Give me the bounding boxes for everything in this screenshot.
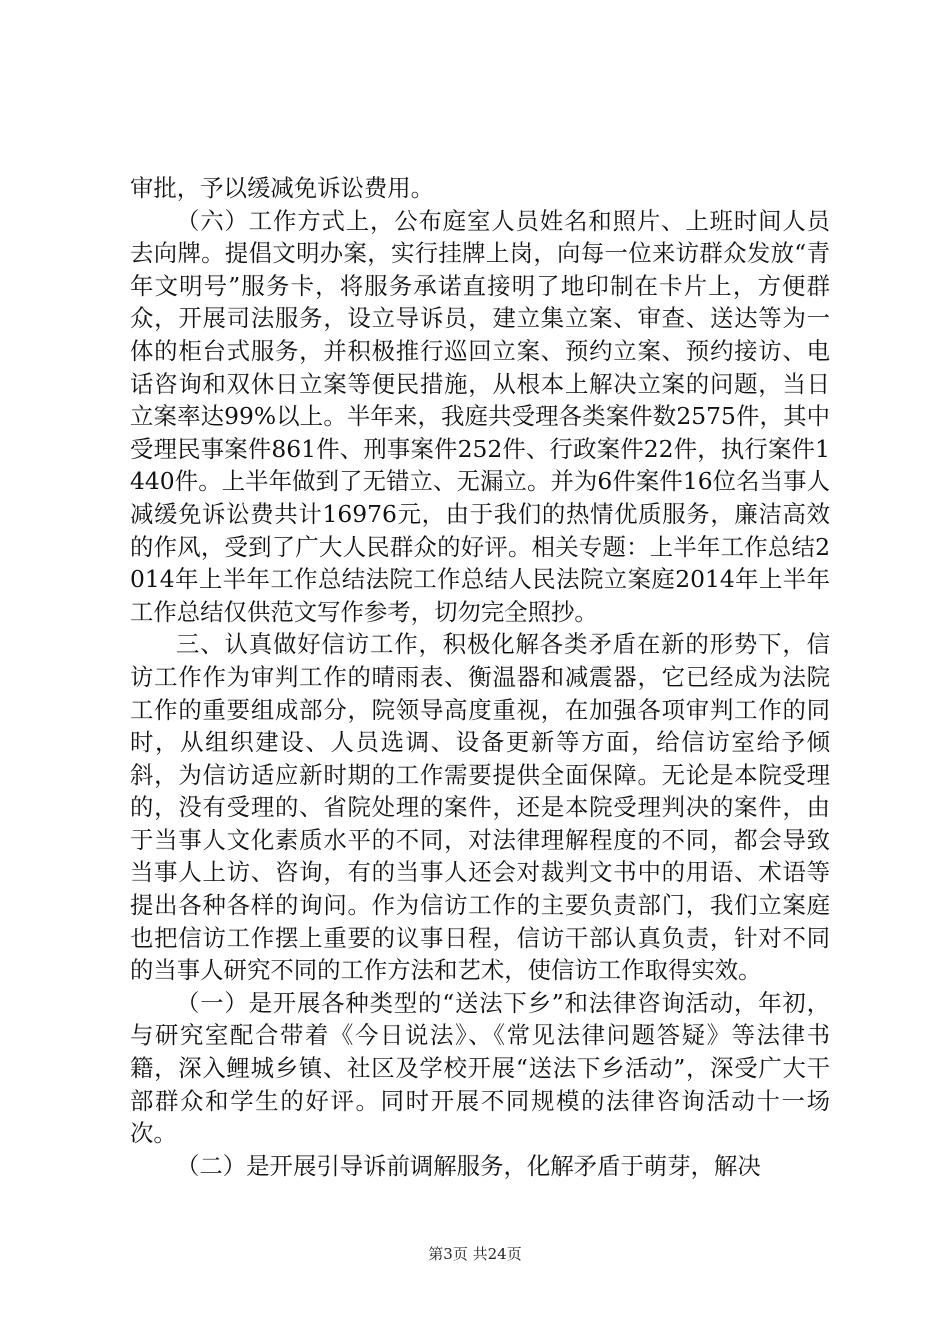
page-footer: 第3页 共24页 <box>428 1245 522 1263</box>
document-body <box>130 172 830 1182</box>
paragraph-5: （二）是开展引导诉前调解服务，化解矛盾于萌芽，解决 <box>176 1151 761 1180</box>
paragraph-3: 三、认真做好信访工作，积极化解各类矛盾在新的形势下，信访工作作为审判工作的晴雨表、衡温器和减震器，它已经成为法院工作的重要组成部分，院领导高度重视，在加强各项审判工作的同时，从组织建设、人员选调、设备更新等方面，给信访室给予倾斜，为信访适应新时期的工作需要提供全面保障。无论是本院受理的，没有受理的、省院处理的案件，还是本院受理判决的案件，由于当事人文化素质水平的不同，对法律理解程度的不同，都会导致当事人上访、咨询，有的当事人还会对裁判文书中的用语、术语等提出各种各样的询问。作为信访工作的主要负责部门，我们立案庭也把信访工作摆上重要的议事日程，信访干部认真负责，针对不同的当事人研究不同的工作方法和艺术，使信访工作取得实效。 <box>130 630 830 985</box>
paragraph-2: （六）工作方式上，公布庭室人员姓名和照片、上班时间人员去向牌。提倡文明办案，实行挂牌上岗，向每一位来访群众发放“青年文明号”服务卡，将服务承诺直接明了地印制在卡片上，方便群众，开展司法服务，设立导诉员，建立集立案、审查、送达等为一体的柜台式服务，并积极推行巡回立案、预约立案、预约接访、电话咨询和双休日立案等便民措施，从根本上解决立案的问题，当日立案率达99%以上。半年来，我庭共受理各类案件数2575件，其中受理民事案件861件、刑事案件252件、行政案件22件，执行案件1440件。上半年做到了无错立、无漏立。并为6件案件16位名当事人减缓免诉讼费共计16976元，由于我们的热情优质服务，廉洁高效的作风，受到了广大人民群众的好评。相关专题：上半年工作总结2014年上半年工作总结法院工作总结人民法院立案庭2014年上半年工作总结仅供范文写作参考，切勿完全照抄。 <box>130 206 830 626</box>
paragraph-4: （一）是开展各种类型的“送法下乡”和法律咨询活动，年初，与研究室配合带着《今日说法》、《常见法律问题答疑》等法律书籍，深入鲤城乡镇、社区及学校开展“送法下乡活动”，深受广大干部群众和学生的好评。同时开展不同规模的法律咨询活动十一场次。 <box>130 988 830 1148</box>
paragraph-1: 审批，予以缓减免诉讼费用。 <box>130 174 435 202</box>
